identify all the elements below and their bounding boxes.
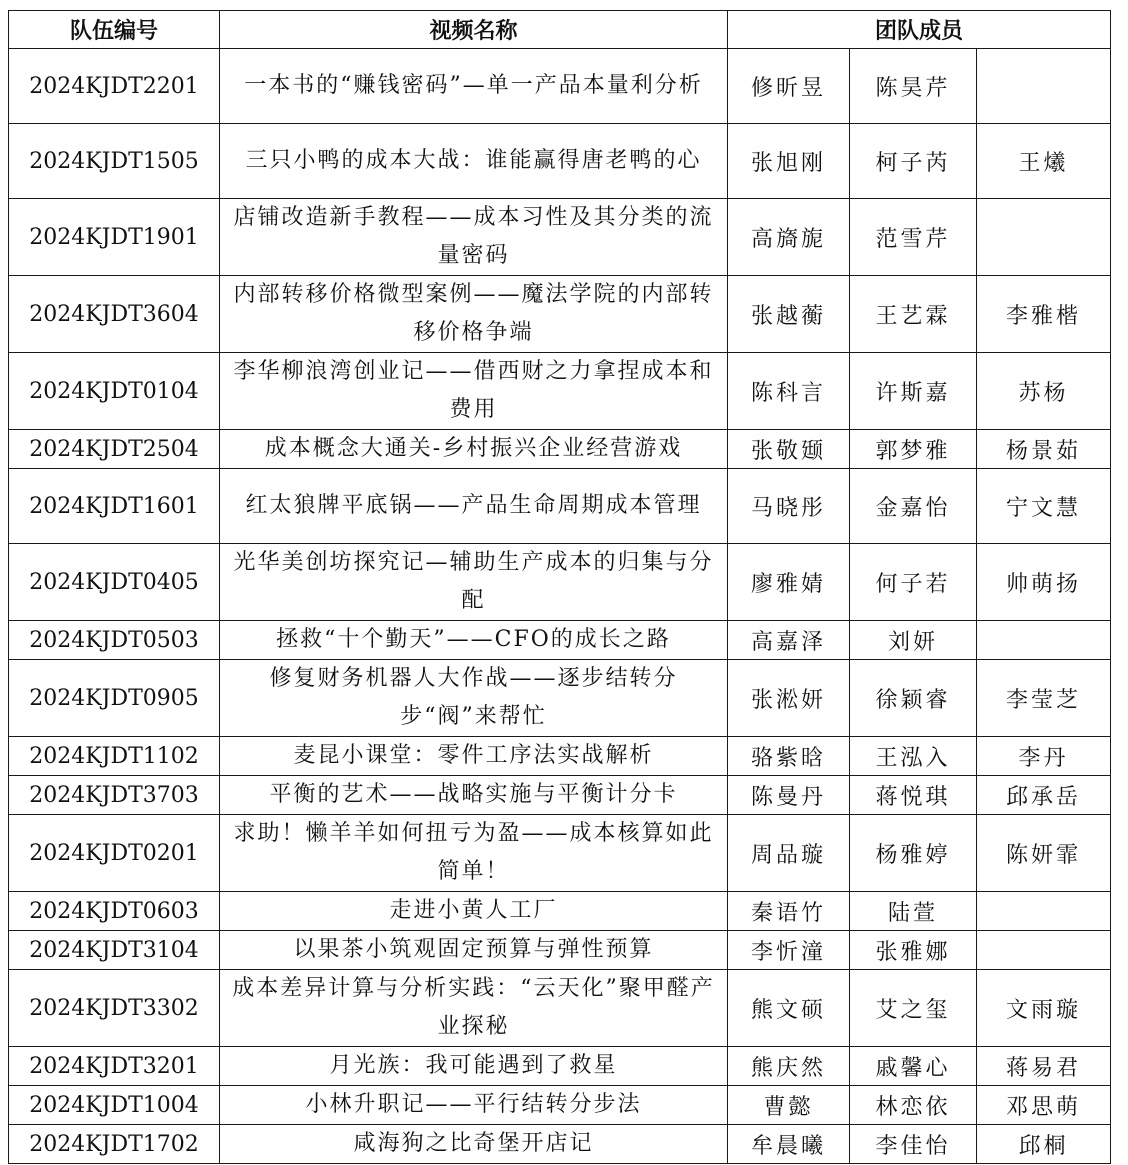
- member-cell: 宁文慧: [977, 469, 1111, 544]
- member-cell: 陆萱: [850, 892, 977, 931]
- member-cell: 苏杨: [977, 353, 1111, 430]
- member-cell: 高嘉泽: [728, 621, 850, 660]
- member-cell: 李莹芝: [977, 660, 1111, 737]
- team-id-cell: 2024KJDT0104: [9, 353, 220, 430]
- team-id-cell: 2024KJDT3104: [9, 931, 220, 970]
- team-id-cell: 2024KJDT2201: [9, 49, 220, 124]
- table-row: [9, 353, 1111, 430]
- team-id-cell: 2024KJDT3703: [9, 776, 220, 815]
- member-cell: 金嘉怡: [850, 469, 977, 544]
- video-title-cell: 拯救“十个勤天”——CFO的成长之路: [220, 621, 728, 660]
- video-title-cell: 咸海狗之比奇堡开店记: [220, 1125, 728, 1164]
- table-row: [9, 931, 1111, 970]
- member-cell: 熊文硕: [728, 970, 850, 1047]
- table-row: [9, 776, 1111, 815]
- member-cell: 高旖旎: [728, 199, 850, 276]
- table-row: [9, 1047, 1111, 1086]
- video-title-cell: 成本概念大通关-乡村振兴企业经营游戏: [220, 430, 728, 469]
- table-row: [9, 621, 1111, 660]
- member-cell: 秦语竹: [728, 892, 850, 931]
- member-cell: 邱桐: [977, 1125, 1111, 1164]
- member-cell: 廖雅婧: [728, 544, 850, 621]
- team-id-cell: 2024KJDT3604: [9, 276, 220, 353]
- team-id-cell: 2024KJDT3201: [9, 1047, 220, 1086]
- video-title-cell: 一本书的“赚钱密码”—单一产品本量利分析: [220, 49, 728, 124]
- header-video-title: 视频名称: [220, 11, 728, 49]
- team-id-cell: 2024KJDT0405: [9, 544, 220, 621]
- team-table-container: [8, 10, 1111, 1164]
- member-cell: 李忻潼: [728, 931, 850, 970]
- team-id-cell: 2024KJDT0503: [9, 621, 220, 660]
- member-cell: 蒋易君: [977, 1047, 1111, 1086]
- table-row: [9, 815, 1111, 892]
- table-row: [9, 1125, 1111, 1164]
- video-title-cell: 红太狼牌平底锅——产品生命周期成本管理: [220, 469, 728, 544]
- member-cell: 李佳怡: [850, 1125, 977, 1164]
- table-row: [9, 49, 1111, 124]
- member-cell: 林恋依: [850, 1086, 977, 1125]
- member-cell: 王爔: [977, 124, 1111, 199]
- member-cell: [977, 931, 1111, 970]
- member-cell: 周品璇: [728, 815, 850, 892]
- table-row: [9, 737, 1111, 776]
- video-title-cell: 求助！懒羊羊如何扭亏为盈——成本核算如此简单！: [220, 815, 728, 892]
- team-id-cell: 2024KJDT0201: [9, 815, 220, 892]
- team-id-cell: 2024KJDT0905: [9, 660, 220, 737]
- member-cell: 郭梦雅: [850, 430, 977, 469]
- member-cell: [977, 621, 1111, 660]
- video-title-cell: 修复财务机器人大作战——逐步结转分步“阀”来帮忙: [220, 660, 728, 737]
- video-title-cell: 走进小黄人工厂: [220, 892, 728, 931]
- video-title-cell: 光华美创坊探究记—辅助生产成本的归集与分配: [220, 544, 728, 621]
- table-row: [9, 276, 1111, 353]
- team-id-cell: 2024KJDT1901: [9, 199, 220, 276]
- table-row: [9, 660, 1111, 737]
- team-id-cell: 2024KJDT1601: [9, 469, 220, 544]
- table-row: [9, 892, 1111, 931]
- member-cell: 何子若: [850, 544, 977, 621]
- member-cell: 李雅楷: [977, 276, 1111, 353]
- video-title-cell: 李华柳浪湾创业记——借西财之力拿捏成本和费用: [220, 353, 728, 430]
- table-row: [9, 1086, 1111, 1125]
- member-cell: 邓思萌: [977, 1086, 1111, 1125]
- member-cell: 帅萌扬: [977, 544, 1111, 621]
- member-cell: 蒋悦琪: [850, 776, 977, 815]
- member-cell: 柯子芮: [850, 124, 977, 199]
- table-row: [9, 469, 1111, 544]
- member-cell: 曹懿: [728, 1086, 850, 1125]
- member-cell: 张雅娜: [850, 931, 977, 970]
- member-cell: 艾之玺: [850, 970, 977, 1047]
- member-cell: 陈昊芹: [850, 49, 977, 124]
- table-row: [9, 430, 1111, 469]
- member-cell: 陈科言: [728, 353, 850, 430]
- table-row: [9, 544, 1111, 621]
- member-cell: 熊庆然: [728, 1047, 850, 1086]
- video-title-cell: 店铺改造新手教程——成本习性及其分类的流量密码: [220, 199, 728, 276]
- member-cell: 范雪芹: [850, 199, 977, 276]
- member-cell: 刘妍: [850, 621, 977, 660]
- member-cell: 张旭刚: [728, 124, 850, 199]
- video-title-cell: 月光族：我可能遇到了救星: [220, 1047, 728, 1086]
- member-cell: 牟晨曦: [728, 1125, 850, 1164]
- member-cell: [977, 199, 1111, 276]
- team-id-cell: 2024KJDT0603: [9, 892, 220, 931]
- video-title-cell: 成本差异计算与分析实践：“云天化”聚甲醛产业探秘: [220, 970, 728, 1047]
- team-table: [8, 10, 1111, 1164]
- member-cell: 王泓入: [850, 737, 977, 776]
- table-row: [9, 970, 1111, 1047]
- video-title-cell: 麦昆小课堂：零件工序法实战解析: [220, 737, 728, 776]
- video-title-cell: 小林升职记——平行结转分步法: [220, 1086, 728, 1125]
- member-cell: [977, 892, 1111, 931]
- team-id-cell: 2024KJDT1004: [9, 1086, 220, 1125]
- member-cell: 张越蘅: [728, 276, 850, 353]
- member-cell: 邱承岳: [977, 776, 1111, 815]
- member-cell: 修昕昱: [728, 49, 850, 124]
- member-cell: 文雨璇: [977, 970, 1111, 1047]
- table-row: [9, 199, 1111, 276]
- video-title-cell: 三只小鸭的成本大战：谁能赢得唐老鸭的心: [220, 124, 728, 199]
- member-cell: [977, 49, 1111, 124]
- member-cell: 骆紫晗: [728, 737, 850, 776]
- member-cell: 张淞妍: [728, 660, 850, 737]
- header-row: [9, 11, 1111, 49]
- member-cell: 马晓彤: [728, 469, 850, 544]
- video-title-cell: 内部转移价格微型案例——魔法学院的内部转移价格争端: [220, 276, 728, 353]
- team-id-cell: 2024KJDT2504: [9, 430, 220, 469]
- team-id-cell: 2024KJDT1102: [9, 737, 220, 776]
- member-cell: 王艺霖: [850, 276, 977, 353]
- header-team-id: 队伍编号: [9, 11, 220, 49]
- header-team-members: 团队成员: [728, 11, 1111, 49]
- video-title-cell: 平衡的艺术——战略实施与平衡计分卡: [220, 776, 728, 815]
- team-id-cell: 2024KJDT1505: [9, 124, 220, 199]
- member-cell: 戚馨心: [850, 1047, 977, 1086]
- member-cell: 杨雅婷: [850, 815, 977, 892]
- member-cell: 杨景茹: [977, 430, 1111, 469]
- team-id-cell: 2024KJDT3302: [9, 970, 220, 1047]
- video-title-cell: 以果茶小筑观固定预算与弹性预算: [220, 931, 728, 970]
- member-cell: 李丹: [977, 737, 1111, 776]
- team-id-cell: 2024KJDT1702: [9, 1125, 220, 1164]
- member-cell: 陈曼丹: [728, 776, 850, 815]
- member-cell: 张敬颋: [728, 430, 850, 469]
- member-cell: 徐颖睿: [850, 660, 977, 737]
- member-cell: 许斯嘉: [850, 353, 977, 430]
- table-row: [9, 124, 1111, 199]
- member-cell: 陈妍霏: [977, 815, 1111, 892]
